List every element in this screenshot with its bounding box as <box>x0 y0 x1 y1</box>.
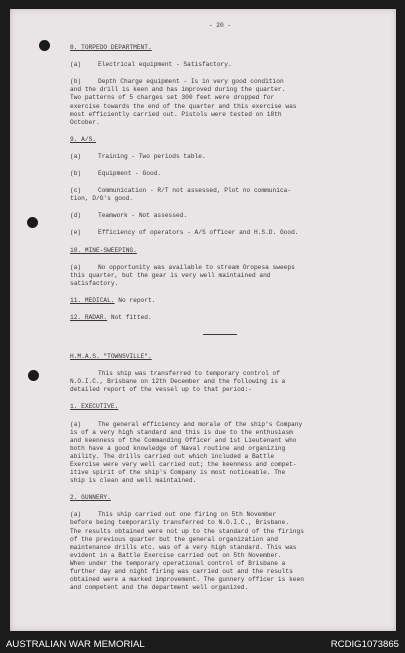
item-text: Equipment - Good. <box>98 170 162 178</box>
item-text-line: is of a very high standard and this is due to the enthusiasm <box>70 428 293 436</box>
item-text-line: ability. The drills carried out which included a Battle <box>70 452 275 460</box>
item-text-line: tion, D/G's good. <box>70 195 134 203</box>
as-item-a <box>70 153 370 161</box>
archive-footer <box>0 636 405 653</box>
item-text-line: further day and night firing was carried out and the results <box>70 568 293 576</box>
punch-hole <box>27 217 38 228</box>
item-text-line: satisfactory. <box>70 279 119 287</box>
item-text: Efficiency of operators - A/S officer and H.S.D. Good. <box>98 229 299 237</box>
ship-heading: H.M.A.S. "TOWNSVILLE". <box>70 353 152 361</box>
section-radar <box>70 314 370 322</box>
item-text-line: October. <box>70 118 100 126</box>
section-text: No report. <box>118 296 156 304</box>
item-label: (c) <box>70 187 82 195</box>
item-text-line: and keenness of the Commanding Officer and 1st Lieutenant who <box>70 436 297 444</box>
item-text-line: of the previous quarter but the general organization and <box>70 535 278 543</box>
item-text: Training - Two periods table. <box>98 152 206 160</box>
gunnery-item-a <box>70 511 370 592</box>
section-heading-radar: 12. RADAR. <box>70 313 108 321</box>
item-text-line: itive spirit of the ship's Company is most noticeable. The <box>70 469 286 477</box>
item-text-line: before being temporarily transferred to N.O.I.C., Brisbane. <box>70 519 290 527</box>
footer-source: AUSTRALIAN WAR MEMORIAL <box>6 639 145 650</box>
punch-hole <box>39 40 50 51</box>
item-label: (b) <box>70 170 82 178</box>
item-text-line: both have a good knowledge of Naval routine and organizing <box>70 444 286 452</box>
item-text-line: When under the temporary operational control of Brisbane a <box>70 559 286 567</box>
item-label: (b) <box>70 78 82 86</box>
item-text-line: The results obtained were not up to the standard of the firings <box>70 527 304 535</box>
item-label: (a) <box>70 420 82 428</box>
item-text-line: exercise towards the end of the quarter and this exercise was <box>70 102 297 110</box>
punch-hole <box>28 370 39 381</box>
document-text <box>70 22 370 601</box>
item-text-line: No opportunity was available to stream Oropesa sweeps <box>98 263 295 271</box>
item-text-line: evident in a Battle Exercise carried out on 5th November. <box>70 551 282 559</box>
ship-intro <box>70 370 370 394</box>
page-number: - 20 - <box>208 22 232 29</box>
item-text-line: Exercise were very well carried out; the keenness and compet- <box>70 461 297 468</box>
item-text-line: and competent and the department well organized. <box>70 584 249 592</box>
intro-line: detailed report of the vessel up to that period:- <box>70 386 252 394</box>
section-heading-torpedo: 8. TORPEDO DEPARTMENT. <box>70 44 152 52</box>
item-label: (a) <box>70 511 82 519</box>
item-text-line: The general efficiency and morale of the ship's Company <box>98 420 303 428</box>
as-item-b <box>70 170 370 178</box>
as-item-d <box>70 212 370 220</box>
intro-line: This ship was transferred to temporary control of <box>98 370 280 378</box>
item-label: (a) <box>70 263 82 271</box>
item-label: (a) <box>70 152 82 160</box>
item-label: (e) <box>70 229 82 237</box>
as-item-c <box>70 187 370 203</box>
item-text: Electrical equipment - Satisfactory. <box>98 61 232 69</box>
section-medical <box>70 297 370 305</box>
item-text-line: obtained were a marked improvement. The gunnery officer is keen <box>70 576 304 584</box>
section-heading-executive: 1. EXECUTIVE. <box>70 403 119 411</box>
item-label: (d) <box>70 212 82 220</box>
item-text-line: ship is clean and well maintained. <box>70 477 197 485</box>
item-text-line: This ship carried out one firing on 5th November <box>98 511 277 519</box>
item-text-line: this quarter, but the gear is very well maintained and <box>70 271 271 279</box>
item-text: Teamwork - Not assessed. <box>98 212 188 220</box>
item-text-line: most efficiently carried out. Pistols were tested on 18th <box>70 110 282 118</box>
item-text-line: Depth Charge equipment - Is in very good condition <box>98 78 284 86</box>
section-text: Not fitted. <box>110 313 152 321</box>
executive-item-a <box>70 421 370 486</box>
item-label: (a) <box>70 61 82 69</box>
section-heading-gunnery: 2. GUNNERY. <box>70 494 111 502</box>
torpedo-item-a <box>70 61 370 69</box>
torpedo-item-b <box>70 78 370 127</box>
item-text-line: Communication - R/T not assessed, Plot no communica- <box>98 187 292 195</box>
item-text-line: and the drill is keen and has improved during the quarter. <box>70 86 286 94</box>
item-text-line: maintenance drills etc. was of a very high standard. This was <box>70 543 297 551</box>
footer-record-id: RCDIG1073865 <box>330 639 399 650</box>
item-text-line: Two patterns of 5 charges set 300 feet were dropped for <box>70 94 275 102</box>
as-item-e <box>70 229 370 237</box>
section-heading-medical: 11. MEDICAL. <box>70 296 115 304</box>
minesweeping-item-a <box>70 264 370 288</box>
section-divider <box>203 334 237 335</box>
section-heading-minesweeping: 10. MINE-SWEEPING. <box>70 246 137 254</box>
section-heading-as: 9. A/S. <box>70 135 96 143</box>
intro-line: N.O.I.C., Brisbane on 12th December and the following is a <box>70 378 286 386</box>
